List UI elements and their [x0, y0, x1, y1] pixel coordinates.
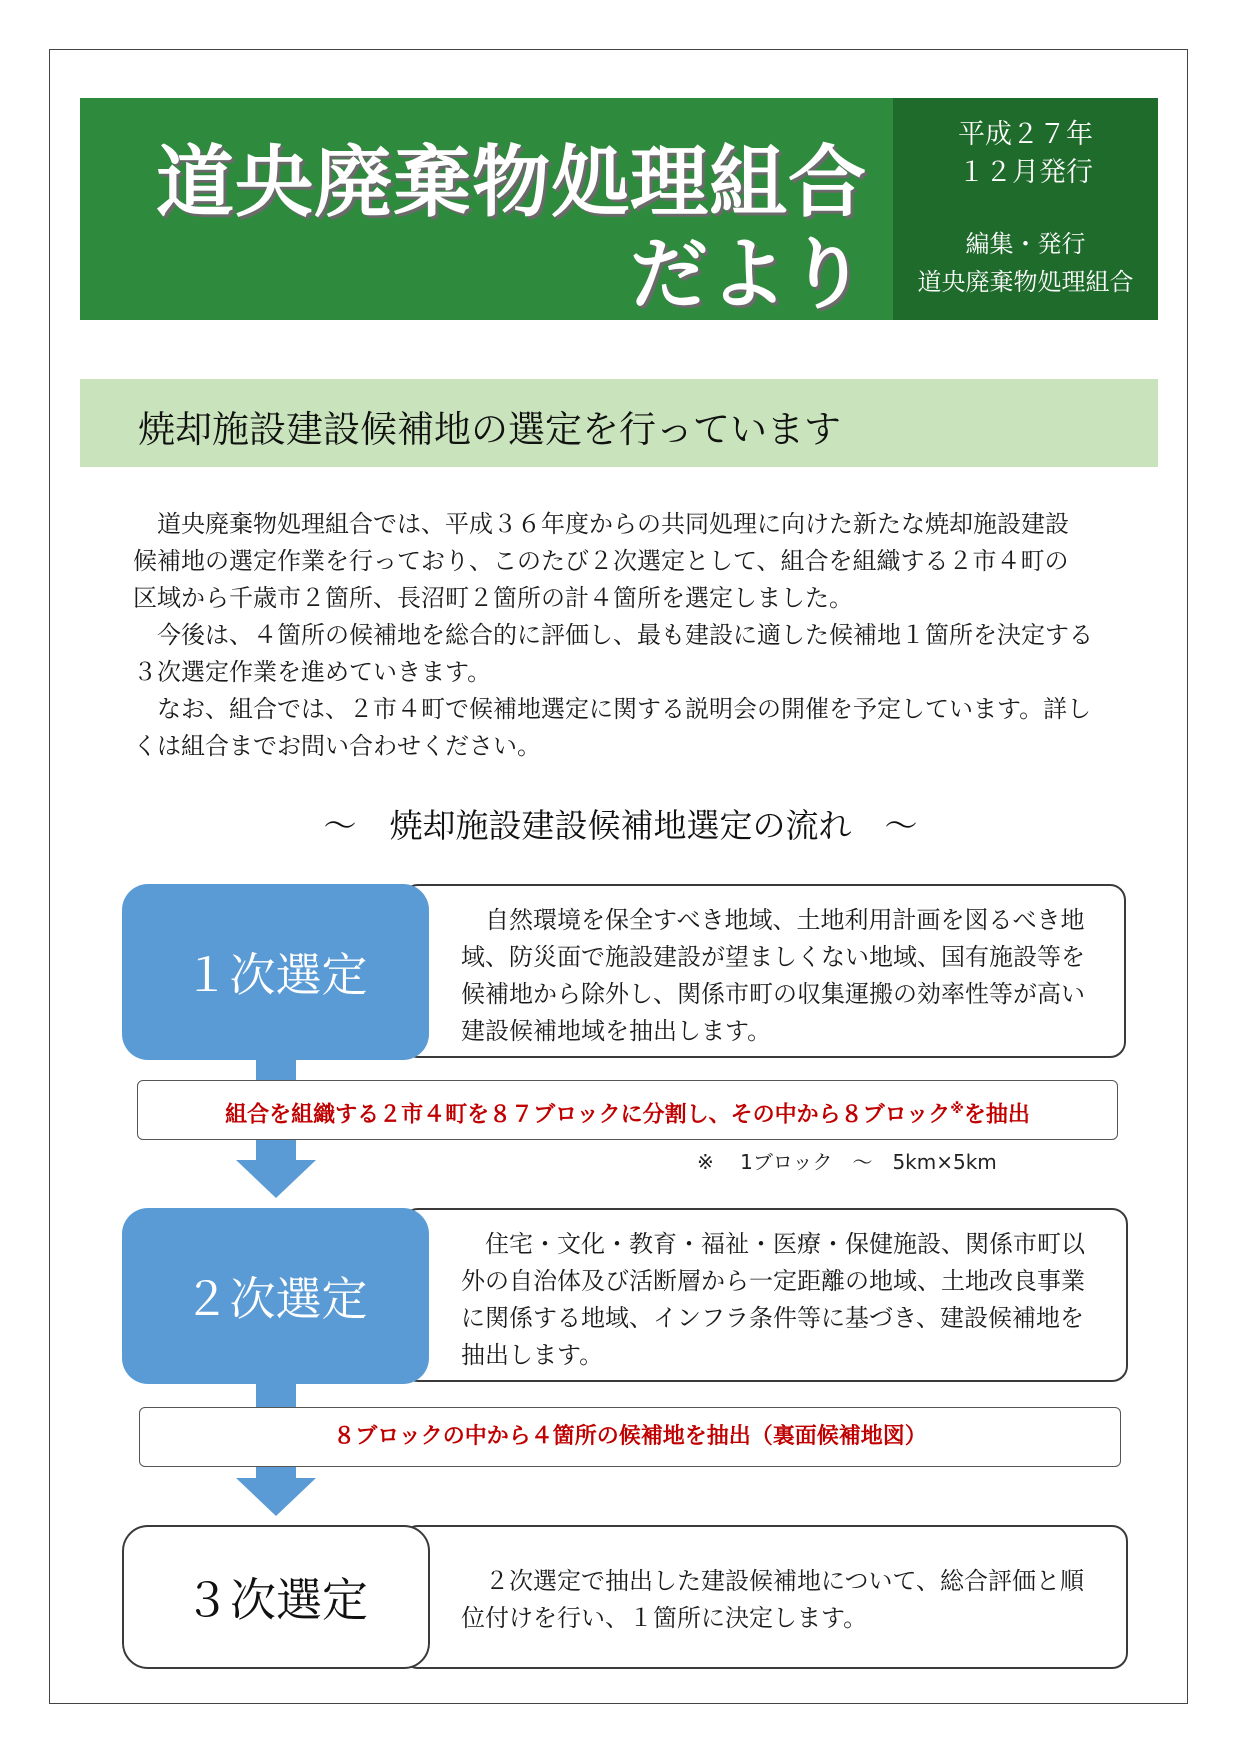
issue-year: 平成２７年 — [958, 119, 1093, 150]
stage-3-description — [402, 1525, 1128, 1669]
down-arrow-icon — [236, 1160, 316, 1198]
stage-1-result-end: を抽出 — [963, 1102, 1030, 1128]
publisher-label: 編集・発行 — [965, 230, 1086, 258]
intro-paragraph-1a: 道央廃棄物処理組合では、平成３６年度からの共同処理に向けた新たな焼却施設建設 — [157, 510, 1069, 538]
section-banner — [80, 379, 1158, 467]
masthead — [80, 98, 893, 320]
section-title: 焼却施設建設候補地の選定を行っています — [138, 408, 841, 451]
down-arrow-icon — [236, 1478, 316, 1516]
stage-1-text: 自然環境を保全すべき地域、土地利用計画を図るべき地域、防災面で施設建設が望ましくない地域、国有施設等を候補地から除外し、関係市町の収集運搬の効率性等が高い建設候補地域を抽出します。 — [461, 906, 1085, 1045]
stage-1-label: １次選定 — [122, 884, 429, 1060]
intro-paragraph-3: なお、組合では、２市４町で候補地選定に関する説明会の開催を予定しています。詳しくは組合までお問い合わせください。 — [133, 695, 1092, 760]
footnote-mark: ※ — [950, 1101, 964, 1117]
stage-2-text: 住宅・文化・教育・福祉・医療・保健施設、関係市町以外の自治体及び活断層から一定距離の地域、土地改良事業に関係する地域、インフラ条件等に基づき、建設候補地を抽出します。 — [461, 1230, 1085, 1369]
stage-2-result: ８ブロックの中から４箇所の候補地を抽出（裏面候補地図） — [139, 1407, 1121, 1467]
intro-paragraph-1c: 区域から千歳市２箇所、長沼町２箇所の計４箇所を選定しました。 — [133, 584, 853, 612]
stage-1-result-text: 組合を組織する２市４町を８７ブロックに分割し、その中から８ブロック — [225, 1102, 951, 1128]
footnote: ※ 1ブロック ～ 5km×5km — [697, 1150, 997, 1174]
stage-3-text: ２次選定で抽出した建設候補地について、総合評価と順位付けを行い、１箇所に決定します。 — [461, 1567, 1085, 1632]
issue-info — [893, 98, 1158, 320]
issue-month: １２月発行 — [958, 157, 1093, 188]
stage-1-result — [137, 1080, 1118, 1140]
intro-text — [133, 506, 1113, 765]
stage-3-label: ３次選定 — [122, 1525, 430, 1669]
stage-2-label: ２次選定 — [122, 1208, 429, 1384]
intro-paragraph-1b: 候補地の選定作業を行っており、このたび２次選定として、組合を組織する２市４町の — [133, 547, 1069, 575]
intro-paragraph-2: 今後は、４箇所の候補地を総合的に評価し、最も建設に適した候補地１箇所を決定する３次選定作業を進めていきます。 — [133, 621, 1093, 686]
newsletter-title: 道央廃棄物処理組合 — [155, 138, 867, 228]
stage-1-description — [402, 884, 1126, 1058]
newsletter-title-suffix: だより — [629, 230, 867, 320]
stage-2-description — [402, 1208, 1128, 1382]
flow-heading: ～ 焼却施設建設候補地選定の流れ ～ — [323, 806, 918, 845]
publisher-name: 道央廃棄物処理組合 — [917, 268, 1134, 296]
